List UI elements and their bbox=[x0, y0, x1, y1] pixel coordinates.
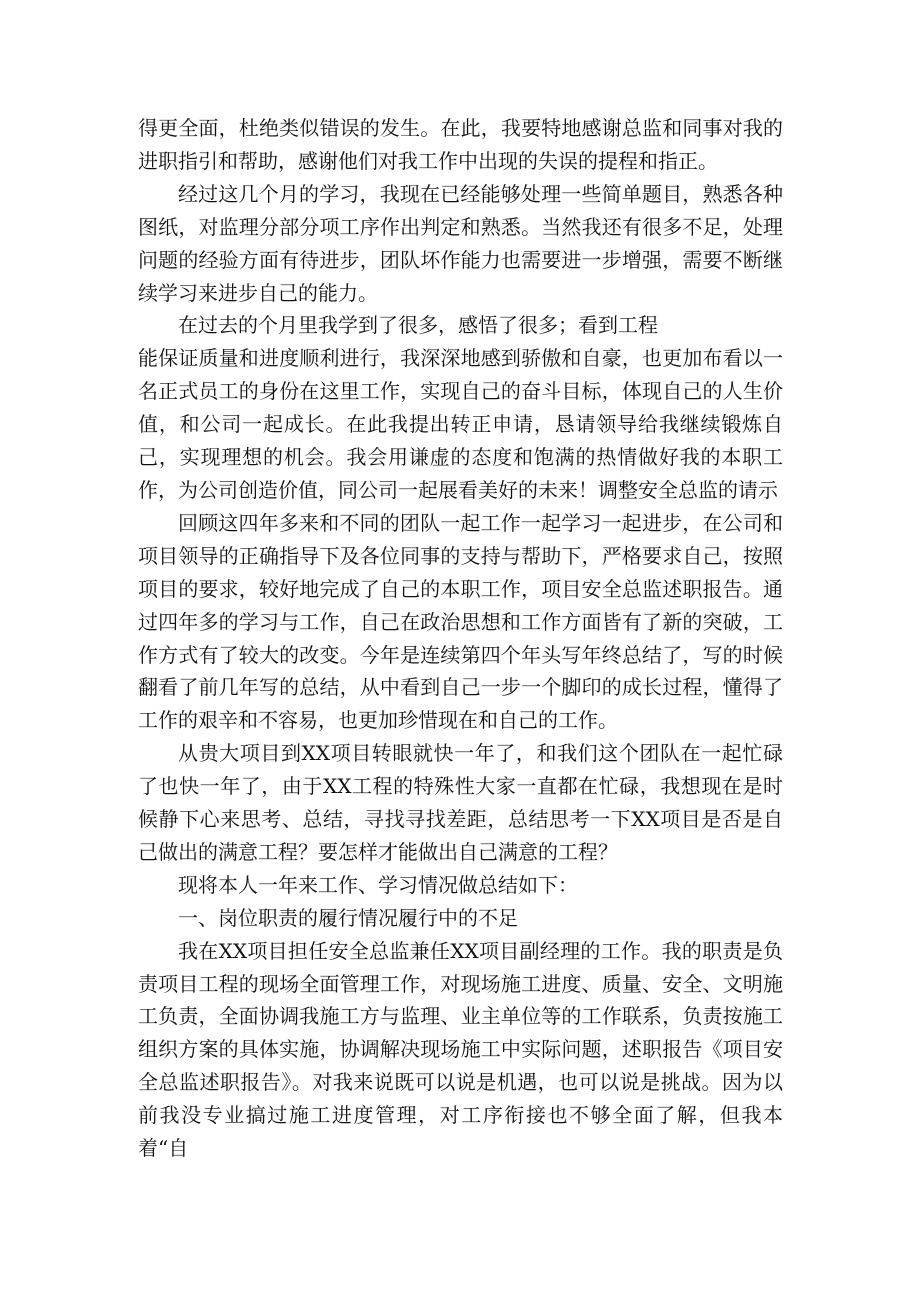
section-heading: 一、岗位职责的履行情况履行中的不足 bbox=[178, 905, 518, 930]
document-body bbox=[138, 112, 783, 1165]
paragraph-2: 经过这几个月的学习，我现在已经能够处理一些简单题目，熟悉各种图纸，对监理分部分项工序作出判定和熟悉。当然我还有很多不足，处理问题的经验方面有待进步，团队坏作能力也需要进一步增强，需要不断继续学习来进步自己的能力。 bbox=[138, 181, 783, 305]
paragraph-5: 回顾这四年多来和不同的团队一起工作一起学习一起进步，在公司和项目领导的正确指导下及各位同事的支持与帮助下，严格要求自己，按照项目的要求，较好地完成了自己的本职工作，项目安全总监述职报告。通过四年多的学习与工作，自己在政治思想和工作方面皆有了新的突破，工作方式有了较大的改变。今年是连续第四个年头写年终总结了，写的时候翻看了前几年写的总结，从中看到自己一步一个脚印的成长过程，懂得了工作的艰辛和不容易，也更加珍惜现在和自己的工作。 bbox=[138, 510, 783, 733]
paragraph-7: 现将本人一年来工作、学习情况做总结如下： bbox=[178, 872, 578, 897]
paragraph-9: 我在XX项目担任安全总监兼任XX项目副经理的工作。我的职责是负责项目工程的现场全面管理工作，对现场施工进度、质量、安全、文明施工负责，全面协调我施工方与监理、业主单位等的工作联系，负责按施工组织方案的具体实施，协调解决现场施工中实际问题，述职报告《项目安全总监述职报告》。对我来说既可以说是机遇，也可以说是挑战。因为以前我没专业搞过施工进度管理，对工序衔接也不够全面了解，但我本着“自 bbox=[138, 938, 783, 1161]
paragraph-1: 得更全面，杜绝类似错误的发生。在此，我要特地感谢总监和同事对我的进职指引和帮助，感谢他们对我工作中出现的失误的提程和指正。 bbox=[138, 116, 783, 173]
paragraph-6: 从贵大项目到XX项目转眼就快一年了，和我们这个团队在一起忙碌了也快一年了，由于XX工程的特殊性大家一直都在忙碌，我想现在是时候静下心来思考、总结，寻找寻找差距，总结思考一下XX项目是否是自己做出的满意工程？要怎样才能做出自己满意的工程？ bbox=[138, 741, 783, 864]
paragraph-4: 能保证质量和进度顺利进行，我深深地感到骄傲和自豪，也更加布看以一名正式员工的身份在这里工作，实现自己的奋斗目标，体现自己的人生价值，和公司一起成长。在此我提出转正申请，恳请领导给我继续锻炼自己，实现理想的机会。我会用谦虚的态度和饱满的热情做好我的本职工作，为公司创造价值，同公司一起展看美好的未来！调整安全总监的请示 bbox=[138, 346, 783, 502]
paragraph-3: 在过去的个月里我学到了很多，感悟了很多；看到工程 bbox=[178, 313, 658, 338]
